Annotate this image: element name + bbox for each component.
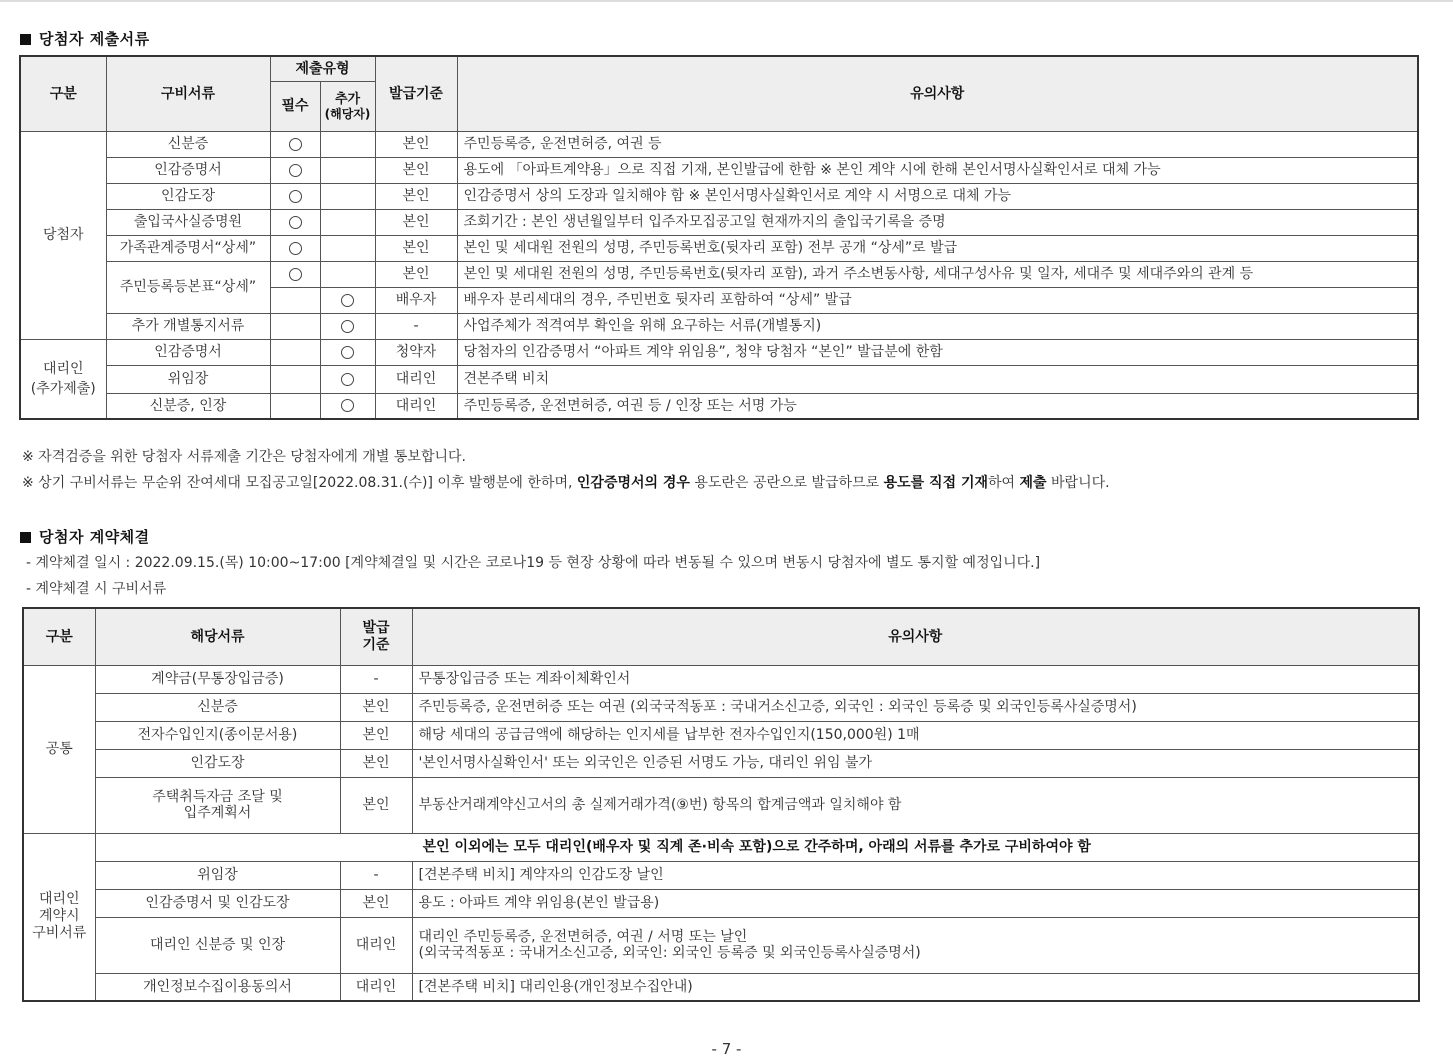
note-cell: 배우자 분리세대의 경우, 주민번호 뒷자리 포함하여 “상세” 발급 [457,287,1418,313]
basis-cell: 배우자 [375,287,457,313]
note-cell: 해당 세대의 공급금액에 해당하는 인지세를 납부한 전자수입인지(150,000원) 1매 [412,721,1419,749]
basis-cell: 본인 [375,157,457,183]
table-row [23,721,1419,749]
doc-cell: 위임장 [95,861,340,889]
doc-cell: 추가 개별통지서류 [106,313,270,339]
required-mark [270,157,320,183]
basis-cell: 청약자 [375,339,457,365]
doc-cell: 출입국사실증명원 [106,209,270,235]
note-1: ※ 자격검증을 위한 당첨자 서류제출 기간은 당첨자에게 개별 통보합니다. [22,449,466,465]
required-mark [270,313,320,339]
note-cell: 인감증명서 상의 도장과 일치해야 함 ※ 본인서명사실확인서로 계약 시 서명으로 대체 가능 [457,183,1418,209]
section-title-text: 당첨자 제출서류 [39,30,150,48]
extra-mark [320,365,375,393]
circle-mark-icon [289,242,302,255]
basis-cell: 본인 [340,721,412,749]
group-winner: 당첨자 [20,131,106,339]
note-2-part: 하여 [988,475,1020,491]
basis-cell: 대리인 [340,973,412,1001]
required-mark [270,261,320,287]
table-row [23,693,1419,721]
circle-mark-icon [289,268,302,281]
header-doc: 구비서류 [106,56,270,131]
basis-cell: 대리인 [340,917,412,973]
header-extra-label: 추가 [334,92,361,107]
note-cell: 주민등록증, 운전면허증, 여권 등 / 인장 또는 서명 가능 [457,393,1418,419]
header-notes: 유의사항 [457,56,1418,131]
doc-cell: 인감도장 [95,749,340,777]
table-row [20,157,1418,183]
required-mark [270,393,320,419]
circle-mark-icon [289,138,302,151]
header-basis [340,608,412,665]
circle-mark-icon [289,190,302,203]
note-cell: 무통장입금증 또는 계좌이체확인서 [412,665,1419,693]
note-cell: 본인 및 세대원 전원의 성명, 주민등록번호(뒷자리 포함), 과거 주소변동사항, 세대구성사유 및 일자, 세대주 및 세대주와의 관계 등 [457,261,1418,287]
table-row [23,861,1419,889]
basis-cell: 본인 [340,693,412,721]
extra-mark [320,235,375,261]
table-row [20,131,1418,157]
note-cell: '본인서명사실확인서' 또는 외국인은 인증된 서명도 가능, 대리인 위임 불가 [412,749,1419,777]
submission-table [19,55,1419,420]
contract-docs-line: - 계약체결 시 구비서류 [26,581,167,597]
basis-cell: 대리인 [375,365,457,393]
header-basis-line1: 발급 [362,619,390,636]
square-bullet-icon [20,532,31,543]
doc-cell: 신분증, 인장 [106,393,270,419]
doc-cell: 인감도장 [106,183,270,209]
note-2-bold: 용도를 직접 기재 [883,475,989,491]
header-required: 필수 [270,81,320,131]
extra-mark [320,157,375,183]
doc-cell: 개인정보수집이용동의서 [95,973,340,1001]
group-agent-line2: 계약시 [38,908,80,925]
doc-line1: 주택취득자금 조달 및 [152,789,283,805]
extra-mark [320,183,375,209]
table-row [20,261,1418,287]
note-cell [412,917,1419,973]
doc-cell: 인감증명서 및 인감도장 [95,889,340,917]
extra-mark [320,313,375,339]
note-2 [22,472,1110,492]
note-2-part: 용도란은 공란으로 발급하므로 [689,475,884,491]
doc-cell: 주민등록등본표“상세” [106,261,270,313]
table-row [23,917,1419,973]
note-cell: [견본주택 비치] 계약자의 인감도장 날인 [412,861,1419,889]
circle-mark-icon [341,294,354,307]
section-title-submission [20,28,150,49]
table-row [23,777,1419,833]
required-mark [270,183,320,209]
note-cell: 조회기간 : 본인 생년월일부터 입주자모집공고일 현재까지의 출입국기록을 증명 [457,209,1418,235]
note-cell: 본인 및 세대원 전원의 성명, 주민등록번호(뒷자리 포함) 전부 공개 “상세”로 발급 [457,235,1418,261]
required-mark [270,339,320,365]
group-agent-line3: 구비서류 [32,925,87,942]
table-row [23,665,1419,693]
note-line1: 대리인 주민등록증, 운전면허증, 여권 / 서명 또는 날인 [418,929,748,945]
table-row [20,313,1418,339]
header-group: 구분 [20,56,106,131]
note-line2: (외국국적동포 : 국내거소신고증, 외국인: 외국인 등록증 및 외국인등록사실증명서) [418,945,921,961]
doc-cell: 인감증명서 [106,157,270,183]
extra-mark [320,339,375,365]
circle-mark-icon [341,346,354,359]
doc-cell: 신분증 [106,131,270,157]
basis-cell: 본인 [375,261,457,287]
basis-cell: 본인 [340,749,412,777]
note-cell: 당첨자의 인감증명서 “아파트 계약 위임용”, 청약 당첨자 “본인” 발급분에 한함 [457,339,1418,365]
basis-cell: 본인 [340,889,412,917]
header-type: 제출유형 [270,56,375,81]
header-group: 구분 [23,608,95,665]
section-title-text: 당첨자 계약체결 [39,528,150,546]
circle-mark-icon [341,399,354,412]
basis-cell: 본인 [375,183,457,209]
basis-cell: 대리인 [375,393,457,419]
contract-table [22,607,1420,1002]
basis-cell: 본인 [340,777,412,833]
contract-schedule-line: - 계약체결 일시 : 2022.09.15.(목) 10:00~17:00 [계약체결일 및 시간은 코로나19 등 현장 상황에 따라 변동될 수 있으며 변동시 당첨자에 별도 통지할 예정입니다.] [26,555,1041,571]
note-cell: 용도에 「아파트계약용」으로 직접 기재, 본인발급에 한함 ※ 본인 계약 시에 한해 본인서명사실확인서로 대체 가능 [457,157,1418,183]
required-mark [270,131,320,157]
basis-cell: 본인 [375,209,457,235]
note-cell: 견본주택 비치 [457,365,1418,393]
doc-line2: 입주계획서 [183,805,252,821]
group-agent-line1: 대리인 [42,360,84,377]
basis-cell: - [340,861,412,889]
extra-mark [320,209,375,235]
table-row [20,235,1418,261]
group-agent-line1: 대리인 [38,891,80,908]
group-common: 공통 [23,665,95,833]
note-cell: 부동산거래계약신고서의 총 실제거래가격(⑨번) 항목의 합계금액과 일치해야 함 [412,777,1419,833]
required-mark [270,209,320,235]
header-basis: 발급기준 [375,56,457,131]
table-row [23,973,1419,1001]
group-agent-contract [23,833,95,1001]
agent-banner: 본인 이외에는 모두 대리인(배우자 및 직계 존·비속 포함)으로 간주하며, 아래의 서류를 추가로 구비하여야 함 [95,833,1419,861]
note-cell: 주민등록증, 운전면허증, 여권 등 [457,131,1418,157]
basis-cell: 본인 [375,235,457,261]
header-extra [320,81,375,131]
doc-cell: 인감증명서 [106,339,270,365]
extra-mark [320,131,375,157]
table-row [20,183,1418,209]
note-2-part: ※ 상기 구비서류는 무순위 잔여세대 모집공고일[2022.08.31.(수)] 이후 발행분에 한하며, [22,475,577,491]
square-bullet-icon [20,34,31,45]
required-mark [270,287,320,313]
circle-mark-icon [289,216,302,229]
extra-mark [320,261,375,287]
basis-cell: - [375,313,457,339]
section-title-contract [20,526,150,547]
table-header-row [20,56,1418,81]
note-2-bold: 인감증명서의 경우 [576,475,690,491]
doc-cell: 가족관계증명서“상세” [106,235,270,261]
basis-cell: - [340,665,412,693]
doc-cell: 전자수입인지(종이문서용) [95,721,340,749]
extra-mark [320,393,375,419]
group-agent-line2: (추가제출) [30,380,96,397]
header-doc: 해당서류 [95,608,340,665]
circle-mark-icon [341,373,354,386]
doc-cell [95,777,340,833]
table-header-row [23,608,1419,665]
note-cell: 주민등록증, 운전면허증 또는 여권 (외국국적동포 : 국내거소신고증, 외국인 : 외국인 등록증 및 외국인등록사실증명서) [412,693,1419,721]
table-row [23,889,1419,917]
table-row [20,339,1418,365]
top-divider [0,0,1453,2]
doc-cell: 대리인 신분증 및 인장 [95,917,340,973]
note-cell: 사업주체가 적격여부 확인을 위해 요구하는 서류(개별통지) [457,313,1418,339]
header-basis-line2: 기준 [362,636,390,653]
basis-cell: 본인 [375,131,457,157]
doc-cell: 신분증 [95,693,340,721]
note-2-bold: 제출 [1019,475,1047,491]
note-2-part: 바랍니다. [1046,475,1110,491]
circle-mark-icon [289,164,302,177]
group-agent [20,339,106,419]
table-row [20,209,1418,235]
extra-mark [320,287,375,313]
note-cell: 용도 : 아파트 계약 위임용(본인 발급용) [412,889,1419,917]
circle-mark-icon [341,320,354,333]
header-extra-sub: (해당자) [324,107,371,121]
table-row [23,833,1419,861]
required-mark [270,365,320,393]
required-mark [270,235,320,261]
header-notes: 유의사항 [412,608,1419,665]
page-number: - 7 - [711,1040,742,1058]
table-row [20,365,1418,393]
doc-cell: 위임장 [106,365,270,393]
doc-cell: 계약금(무통장입금증) [95,665,340,693]
table-row [23,749,1419,777]
table-row [20,393,1418,419]
note-cell: [견본주택 비치] 대리인용(개인정보수집안내) [412,973,1419,1001]
